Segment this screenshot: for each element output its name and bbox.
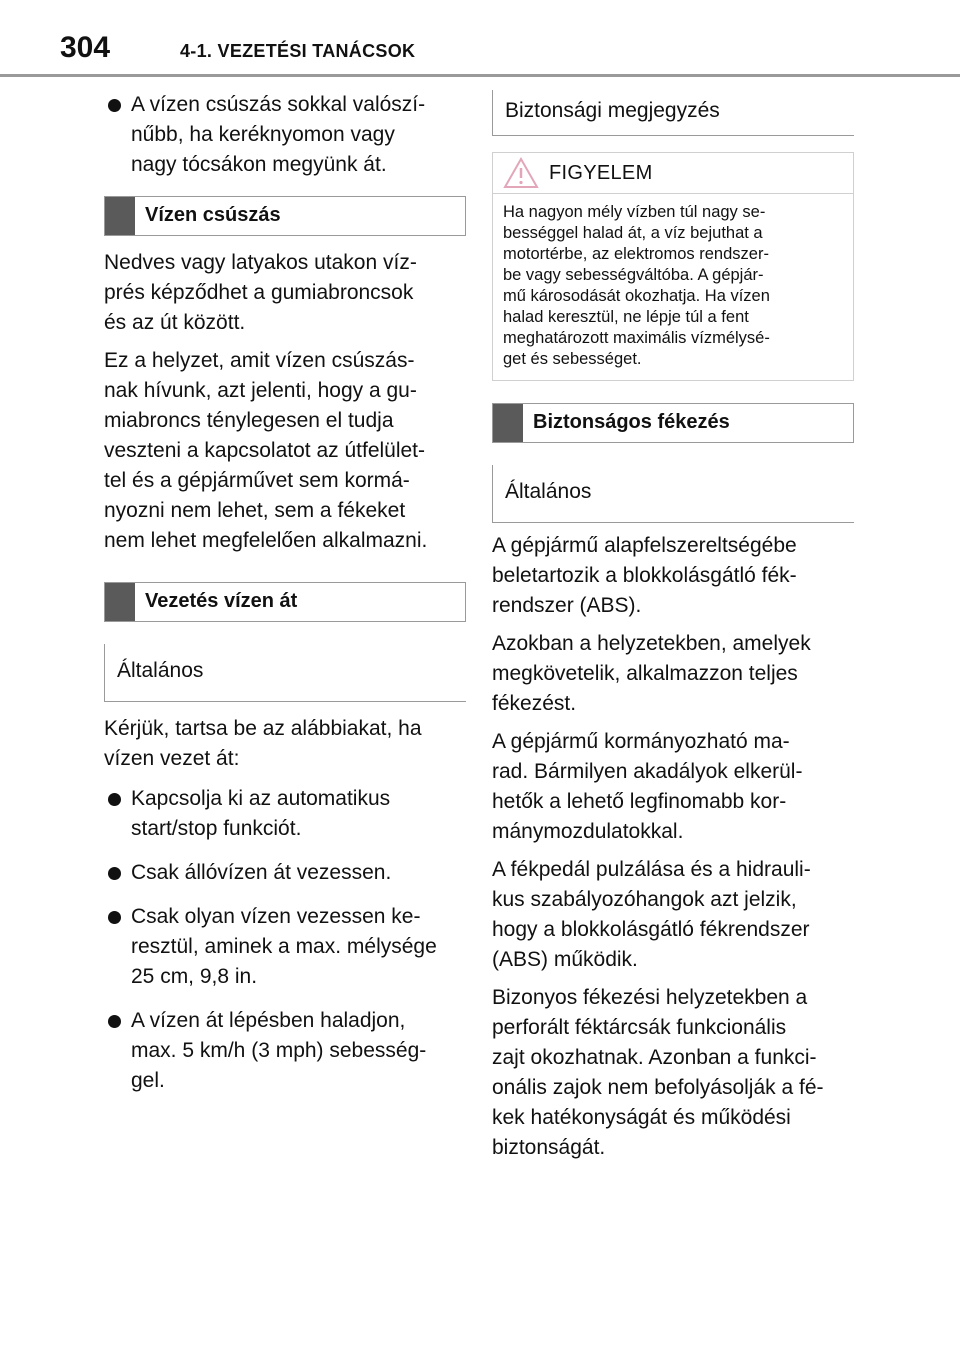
line: zajt okozhatnak. Azonban a funkci-: [492, 1046, 817, 1069]
list-item: [104, 902, 466, 992]
list-item: [104, 784, 466, 844]
line: nagy tócsákon megyünk át.: [131, 153, 387, 176]
paragraph: [492, 855, 854, 975]
section-marker: [493, 404, 523, 442]
list-item: [104, 858, 466, 888]
line: perforált féktárcsák funkcionális: [492, 1016, 787, 1039]
intro-bullet-list: [104, 90, 466, 180]
line: tel és a gépjárművet sem kormá-: [104, 469, 410, 492]
section-title: Vezetés vízen át: [145, 590, 298, 612]
section-heading-safe-braking: [492, 403, 854, 443]
warning-triangle-icon: [493, 153, 549, 193]
line: bességgel halad át, a víz bejuthat a: [503, 224, 763, 242]
page-header: [0, 0, 960, 80]
chapter-title: 4-1. VEZETÉSI TANÁCSOK: [180, 41, 416, 61]
paragraph: [492, 531, 854, 621]
subheading-title: Általános: [505, 480, 592, 503]
line: hogy a blokkolásgátló fékrendszer: [492, 918, 810, 941]
line: Kérjük, tartsa be az alábbiakat, ha: [104, 717, 422, 740]
line: gel.: [131, 1069, 165, 1092]
line: onális zajok nem befolyásolják a fé-: [492, 1076, 824, 1099]
line: motortérbe, az elektromos rendszer-: [503, 245, 769, 263]
line: mánymozdulatokkal.: [492, 820, 684, 843]
line: meghatározott maximális vízmélysé-: [503, 329, 770, 347]
line: A gépjármű kormányozható ma-: [492, 730, 790, 753]
warning-text: [493, 194, 853, 380]
line: Ha nagyon mély vízben túl nagy se-: [503, 203, 766, 221]
list-item: [104, 90, 466, 180]
line: get és sebességet.: [503, 350, 642, 368]
warning-box: [492, 152, 854, 381]
subheading-general: [492, 465, 854, 523]
line: veszteni a kapcsolatot az útfelület-: [104, 439, 426, 462]
line: hetők a lehető legfinomabb kor-: [492, 790, 787, 813]
page-number: 304: [60, 31, 111, 64]
line: Csak olyan vízen vezessen ke-: [131, 905, 421, 928]
line: A vízen csúszás sokkal valószí-: [131, 93, 426, 116]
line: megkövetelik, alkalmazzon teljes: [492, 662, 798, 685]
line: és az út között.: [104, 311, 246, 334]
line: nak hívunk, azt jelenti, hogy a gu-: [104, 379, 417, 402]
section-marker: [105, 197, 135, 235]
paragraph: [104, 346, 466, 556]
line: Csak állóvízen át vezessen.: [131, 861, 392, 884]
line: 25 cm, 9,8 in.: [131, 965, 258, 988]
line: A fékpedál pulzálása és a hidrauli-: [492, 858, 811, 881]
line: Nedves vagy latyakos utakon víz-: [104, 251, 417, 274]
section-title: Vízen csúszás: [145, 204, 281, 226]
section-heading-driving-through-water: [104, 582, 466, 622]
subheading-title: Biztonsági megjegyzés: [505, 99, 720, 122]
line: Azokban a helyzetekben, amelyek: [492, 632, 811, 655]
line: biztonságát.: [492, 1136, 606, 1159]
line: start/stop funkciót.: [131, 817, 302, 840]
line: nyozni nem lehet, sem a fékeket: [104, 499, 406, 522]
paragraph: [492, 727, 854, 847]
line: kek hatékonyságát és működési: [492, 1106, 791, 1129]
line: prés képződhet a gumiabroncsok: [104, 281, 414, 304]
line: mű károsodását okozhatja. Ha vízen: [503, 287, 770, 305]
line: vízen vezet át:: [104, 747, 240, 770]
line: miabroncs ténylegesen el tudja: [104, 409, 394, 432]
line: rendszer (ABS).: [492, 594, 642, 617]
line: nűbb, ha keréknyomon vagy: [131, 123, 395, 146]
list-item: [104, 1006, 466, 1096]
line: rad. Bármilyen akadályok elkerül-: [492, 760, 803, 783]
line: resztül, aminek a max. mélysége: [131, 935, 437, 958]
section-marker: [105, 583, 135, 621]
line: A gépjármű alapfelszereltségébe: [492, 534, 797, 557]
line: beletartozik a blokkolásgátló fék-: [492, 564, 797, 587]
line: Bizonyos fékezési helyzetekben a: [492, 986, 808, 1009]
water-driving-bullet-list: [104, 784, 466, 1096]
right-column: [492, 90, 854, 1171]
subheading-general: [104, 644, 466, 702]
section-title: Biztonságos fékezés: [533, 411, 730, 433]
line: max. 5 km/h (3 mph) sebesség-: [131, 1039, 427, 1062]
line: A vízen át lépésben haladjon,: [131, 1009, 406, 1032]
header-divider: [0, 74, 960, 77]
paragraph: [492, 983, 854, 1163]
paragraph: [492, 629, 854, 719]
subheading-title: Általános: [117, 659, 204, 682]
line: fékezést.: [492, 692, 577, 715]
line: halad keresztül, ne lépje túl a fent: [503, 308, 749, 326]
line: nem lehet megfelelően alkalmazni.: [104, 529, 428, 552]
line: Ez a helyzet, amit vízen csúszás-: [104, 349, 415, 372]
left-column: [104, 90, 466, 1110]
section-heading-hydroplaning: [104, 196, 466, 236]
line: be vagy sebességváltóba. A gépjár-: [503, 266, 764, 284]
line: kus szabályozóhangok azt jelzik,: [492, 888, 797, 911]
paragraph: [104, 714, 466, 774]
paragraph: [104, 248, 466, 338]
subheading-safety-note: [492, 90, 854, 136]
line: (ABS) működik.: [492, 948, 638, 971]
warning-header: [493, 153, 853, 194]
warning-title: FIGYELEM: [549, 162, 653, 184]
line: Kapcsolja ki az automatikus: [131, 787, 391, 810]
